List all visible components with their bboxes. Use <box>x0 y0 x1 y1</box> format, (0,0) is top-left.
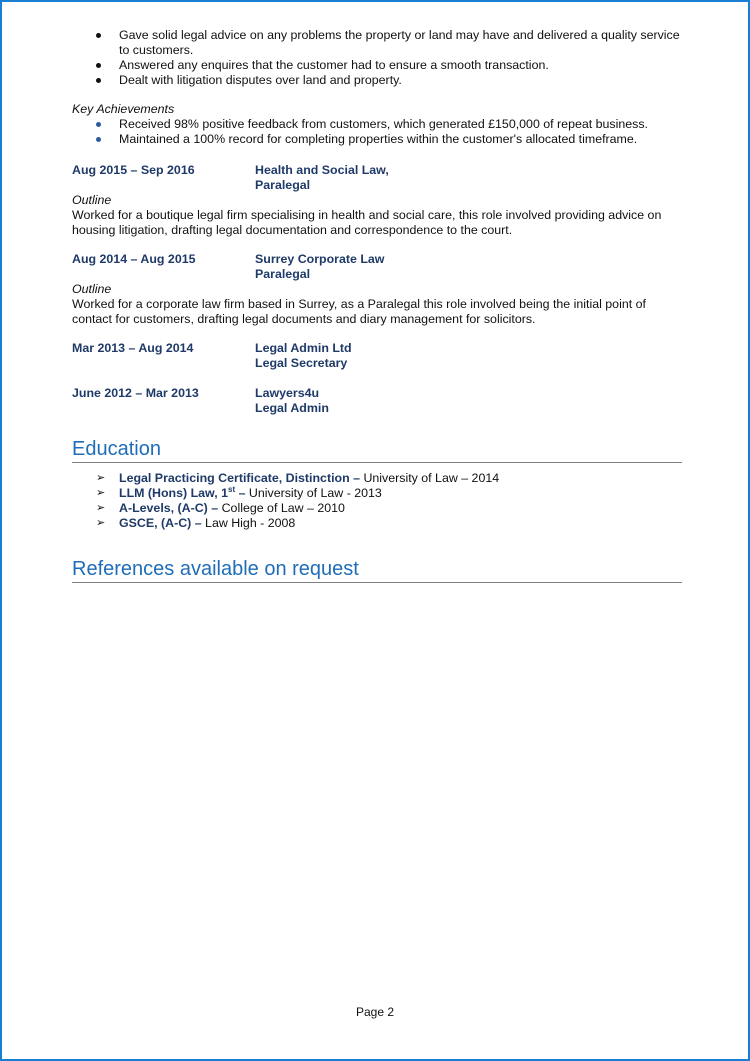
education-dash: – <box>235 486 246 500</box>
job-dates: June 2012 – Mar 2013 <box>72 386 199 400</box>
education-list <box>72 471 682 531</box>
education-qualification: A-Levels, (A-C) – <box>119 501 219 515</box>
job-org: Lawyers4u <box>255 386 320 400</box>
list-item: Gave solid legal advice on any problems the property or land may have and delivered a quality service to customers. <box>72 28 682 58</box>
job-entry <box>72 252 682 282</box>
education-qualification: GSCE, (A-C) – <box>119 516 202 530</box>
page-number: Page 2 <box>355 1005 395 1019</box>
arrow-bullet-icon: ➢ <box>96 472 106 484</box>
achievements-list <box>72 117 682 147</box>
job-org: Legal Admin Ltd <box>255 341 352 355</box>
resume-content <box>72 28 682 583</box>
list-item <box>72 471 682 486</box>
arrow-bullet-icon: ➢ <box>96 517 106 529</box>
job-dates: Aug 2014 – Aug 2015 <box>72 252 196 266</box>
job-dates: Aug 2015 – Sep 2016 <box>72 163 195 177</box>
job-details <box>255 341 352 371</box>
list-item <box>72 486 682 501</box>
job-entry <box>72 163 682 193</box>
list-item <box>72 501 682 516</box>
education-heading: Education <box>72 437 682 463</box>
job-details <box>255 163 389 193</box>
education-institution: University of Law – 2014 <box>360 471 500 485</box>
arrow-bullet-icon: ➢ <box>96 502 106 514</box>
job-org: Health and Social Law, <box>255 163 389 177</box>
education-institution: Law High - 2008 <box>201 516 296 530</box>
job-dates: Mar 2013 – Aug 2014 <box>72 341 194 355</box>
key-achievements-label: Key Achievements <box>72 102 175 116</box>
duties-list <box>72 28 682 88</box>
job-title: Paralegal <box>255 267 311 281</box>
list-item: Dealt with litigation disputes over land and property. <box>72 73 682 88</box>
outline-label: Outline <box>72 193 112 207</box>
education-institution: College of Law – 2010 <box>218 501 345 515</box>
job-org: Surrey Corporate Law <box>255 252 385 266</box>
list-item: Received 98% positive feedback from customers, which generated £150,000 of repeat business. <box>72 117 682 132</box>
outline-text: Worked for a boutique legal firm specialising in health and social care, this role involved providing advice on housing litigation, drafting legal documentation and correspondence to the court. <box>72 208 662 237</box>
list-item: Answered any enquires that the customer had to ensure a smooth transaction. <box>72 58 682 73</box>
education-institution: University of Law - 2013 <box>245 486 382 500</box>
arrow-bullet-icon: ➢ <box>96 487 106 499</box>
job-details <box>255 252 384 282</box>
job-title: Paralegal <box>255 178 311 192</box>
list-item <box>72 516 682 531</box>
job-entry <box>72 341 682 371</box>
references-heading: References available on request <box>72 557 682 583</box>
ordinal-suffix: st <box>228 484 236 494</box>
job-details <box>255 386 329 416</box>
outline-text: Worked for a corporate law firm based in Surrey, as a Paralegal this role involved being the initial point of contact for customers, drafting legal documents and diary management for solicitors. <box>72 297 646 326</box>
education-qualification: LLM (Hons) Law, 1 <box>119 486 228 500</box>
job-title: Legal Secretary <box>255 356 348 370</box>
job-title: Legal Admin <box>255 401 329 415</box>
education-qualification: Legal Practicing Certificate, Distinction – <box>119 471 360 485</box>
list-item: Maintained a 100% record for completing properties within the customer's allocated timeframe. <box>72 132 682 147</box>
job-entry <box>72 386 682 416</box>
outline-label: Outline <box>72 282 112 296</box>
